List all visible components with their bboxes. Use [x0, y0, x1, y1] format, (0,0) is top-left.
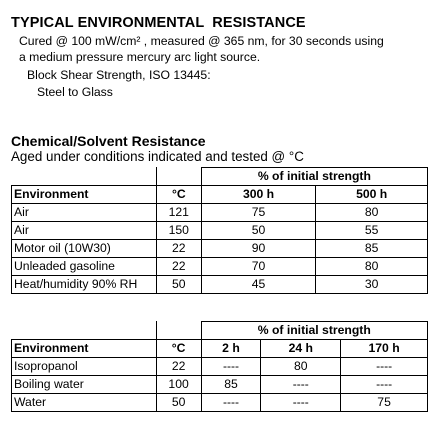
section-subtitle: Aged under conditions indicated and tested @ °C	[11, 149, 304, 164]
table-cell: ----	[201, 358, 261, 376]
substrate-label: Steel to Glass	[37, 85, 113, 99]
table-cell: 90	[201, 240, 316, 258]
column-header: Environment	[12, 186, 157, 204]
table-cell: 70	[201, 258, 316, 276]
table-group-header-row	[12, 322, 428, 340]
table-cell: 45	[201, 276, 316, 294]
table-cell: Water	[12, 394, 157, 412]
table-cell: Boiling water	[12, 376, 157, 394]
table-cell: Motor oil (10W30)	[12, 240, 157, 258]
column-header: 2 h	[201, 340, 261, 358]
table-cell: 100	[156, 376, 201, 394]
column-header: 300 h	[201, 186, 316, 204]
table-row	[12, 358, 428, 376]
section-title: Chemical/Solvent Resistance	[11, 133, 206, 149]
table-cell: Air	[12, 222, 157, 240]
table-cell: Unleaded gasoline	[12, 258, 157, 276]
table-cell: ----	[261, 376, 341, 394]
table-cell: ----	[341, 376, 428, 394]
table-cell: Isopropanol	[12, 358, 157, 376]
column-header: °C	[156, 186, 201, 204]
test-method: Block Shear Strength, ISO 13445:	[27, 68, 211, 82]
group-header: % of initial strength	[201, 168, 427, 186]
column-header: Environment	[12, 340, 157, 358]
table-cell: 22	[156, 358, 201, 376]
cure-conditions-line-2: a medium pressure mercury arc light source.	[19, 50, 261, 64]
table-row	[12, 204, 428, 222]
column-header: °C	[156, 340, 201, 358]
table-cell: ----	[201, 394, 261, 412]
table-cell: Heat/humidity 90% RH	[12, 276, 157, 294]
table-row	[12, 376, 428, 394]
table-cell: 80	[261, 358, 341, 376]
table-row	[12, 240, 428, 258]
table-cell: 50	[201, 222, 316, 240]
table-header-row	[12, 340, 428, 358]
table-cell: 85	[316, 240, 428, 258]
table-cell: 55	[316, 222, 428, 240]
page-title: TYPICAL ENVIRONMENTAL RESISTANCE	[11, 15, 306, 31]
column-header: 24 h	[261, 340, 341, 358]
table-row	[12, 258, 428, 276]
table-cell: 85	[201, 376, 261, 394]
column-header: 170 h	[341, 340, 428, 358]
table-cell: 50	[156, 394, 201, 412]
table-cell: 30	[316, 276, 428, 294]
table-row	[12, 276, 428, 294]
table-cell: 75	[341, 394, 428, 412]
group-header: % of initial strength	[201, 322, 427, 340]
table-cell: 150	[156, 222, 201, 240]
table-group-header-row	[12, 168, 428, 186]
table-cell: 121	[156, 204, 201, 222]
table-cell: 22	[156, 240, 201, 258]
table-cell: ----	[261, 394, 341, 412]
resistance-table-2	[11, 321, 428, 412]
table-row	[12, 222, 428, 240]
table-row	[12, 394, 428, 412]
table-cell: ----	[341, 358, 428, 376]
table-cell: 22	[156, 258, 201, 276]
table-cell: 50	[156, 276, 201, 294]
table-cell: 80	[316, 258, 428, 276]
table-cell: 80	[316, 204, 428, 222]
table-header-row	[12, 186, 428, 204]
resistance-table-1	[11, 167, 428, 294]
table-cell: 75	[201, 204, 316, 222]
column-header: 500 h	[316, 186, 428, 204]
table-cell: Air	[12, 204, 157, 222]
cure-conditions-line-1: Cured @ 100 mW/cm² , measured @ 365 nm, for 30 seconds using	[19, 34, 384, 48]
